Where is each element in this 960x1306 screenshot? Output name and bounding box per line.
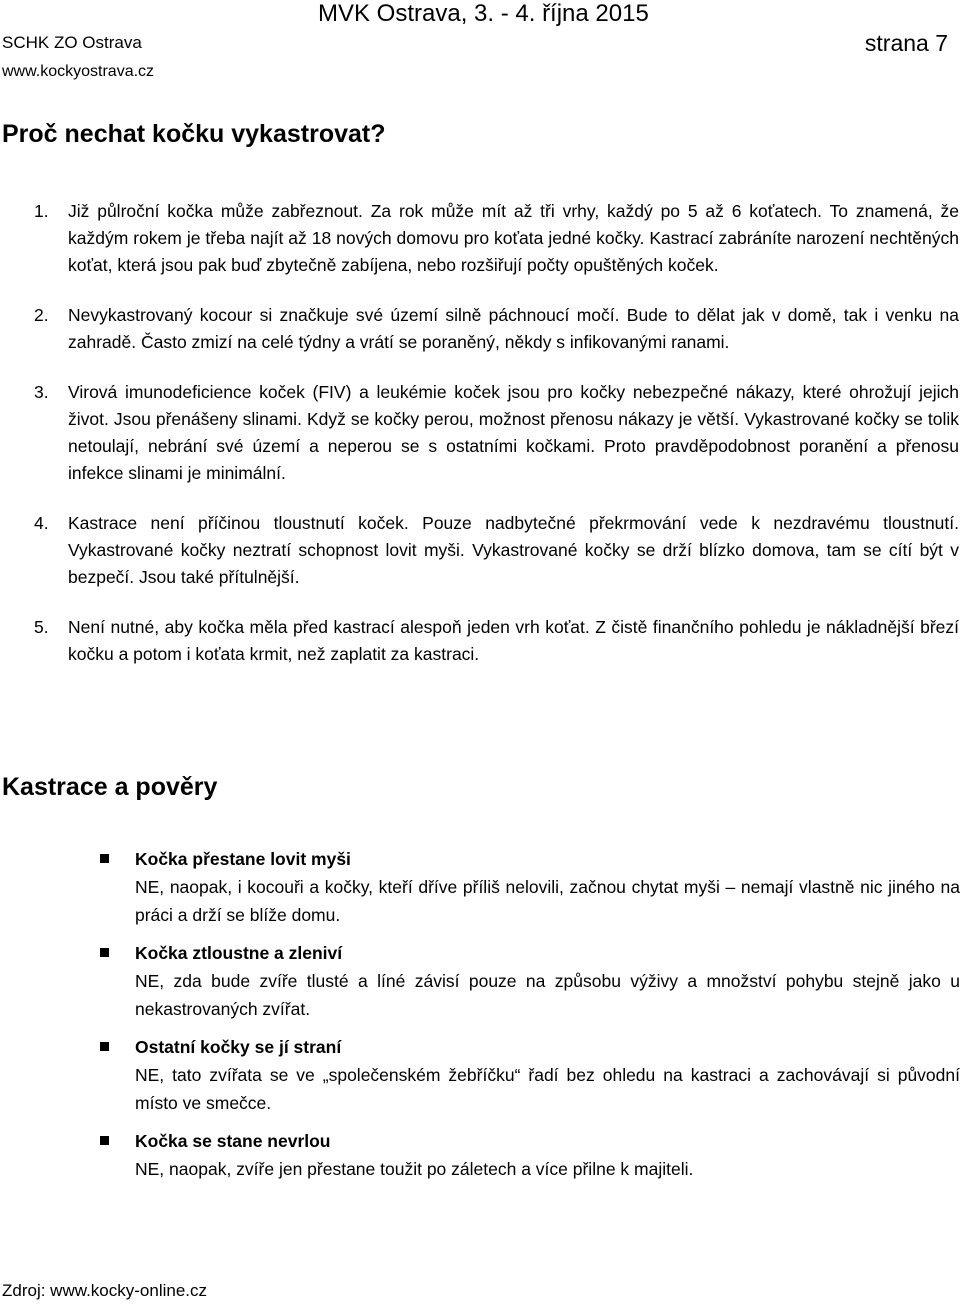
list-item [34, 379, 959, 487]
header-event-title: MVK Ostrava, 3. - 4. října 2015 [318, 0, 649, 27]
myth-item [100, 1033, 960, 1117]
square-bullet-icon [100, 854, 109, 863]
myth-question: Kočka se stane nevrlou [135, 1131, 331, 1151]
list-item-text: Již půlroční kočka může zabřeznout. Za rok může mít až tři vrhy, každý po 5 až 6 koťatech. To znamená, že každým rokem je třeba najít až 18 nových domovu pro koťata jedné kočky. Kastrací zabráníte narození nechtěných koťat, která jsou pak buď zbytečně zabíjena, nebo rozšiřují počty opuštěných koček. [68, 201, 959, 275]
reasons-list [34, 198, 959, 691]
header-page-number: strana 7 [864, 30, 948, 56]
square-bullet-icon [100, 948, 109, 957]
myth-answer: NE, zda bude zvíře tlusté a líné závisí pouze na způsobu výživy a množství pohybu stejně jako u nekastrovaných zvířat. [135, 971, 960, 1019]
list-item [34, 614, 959, 668]
list-item-number: 2. [34, 305, 49, 325]
footer-source: Zdroj: www.kocky-online.cz [2, 1281, 208, 1300]
list-item-text: Virová imunodeficience koček (FIV) a leukémie koček jsou pro kočky nebezpečné nákazy, které ohrožují jejich život. Jsou přenášeny slinami. Když se kočky perou, možnost přenosu nákazy je větší. Vykastrované kočky se tolik netoulají, nebrání své území a neperou se s ostatními kočkami. Proto pravděpodobnost poranění a přenosu infekce slinami je minimální. [68, 382, 959, 483]
myth-item [100, 1127, 960, 1183]
list-item-text: Kastrace není příčinou tloustnutí koček. Pouze nadbytečné překrmování vede k nezdravému tloustnutí. Vykastrované kočky neztratí schopnost lovit myši. Vykastrované kočky se drží blízko domova, tam se cítí být v bezpečí. Jsou také přítulnější. [68, 513, 959, 587]
list-item [34, 198, 959, 279]
list-item [34, 302, 959, 356]
list-item-number: 3. [34, 382, 49, 402]
myth-question: Kočka ztloustne a zleniví [135, 943, 343, 963]
list-item-number: 5. [34, 617, 49, 637]
myths-list [100, 845, 960, 1193]
header-organization: SCHK ZO Ostrava [2, 33, 142, 52]
list-item [34, 510, 959, 591]
myth-item [100, 845, 960, 929]
section-title-why-neuter: Proč nechat kočku vykastrovat? [2, 120, 386, 148]
square-bullet-icon [100, 1042, 109, 1051]
square-bullet-icon [100, 1136, 109, 1145]
myth-answer: NE, naopak, i kocouři a kočky, kteří dříve příliš nelovili, začnou chytat myši – nemají vlastně nic jiného na práci a drží se blíže domu. [135, 877, 960, 925]
list-item-text: Není nutné, aby kočka měla před kastrací alespoň jeden vrh koťat. Z čistě finančního pohledu je nákladnější březí kočku a potom i koťata krmit, než zaplatit za kastraci. [68, 617, 959, 664]
section-title-myths: Kastrace a pověry [2, 773, 218, 801]
list-item-number: 1. [34, 201, 49, 221]
header-website: www.kockyostrava.cz [2, 63, 155, 80]
list-item-number: 4. [34, 513, 49, 533]
myth-item [100, 939, 960, 1023]
myth-answer: NE, naopak, zvíře jen přestane toužit po záletech a více přilne k majiteli. [135, 1159, 694, 1179]
myth-question: Ostatní kočky se jí straní [135, 1037, 342, 1057]
list-item-text: Nevykastrovaný kocour si značkuje své území silně páchnoucí močí. Bude to dělat jak v domě, tak i venku na zahradě. Často zmizí na celé týdny a vrátí se poraněný, někdy s infikovanými ranami. [68, 305, 959, 352]
myth-question: Kočka přestane lovit myši [135, 849, 351, 869]
myth-answer: NE, tato zvířata se ve „společenském žebříčku“ řadí bez ohledu na kastraci a zachovávají si původní místo ve smečce. [135, 1065, 960, 1113]
